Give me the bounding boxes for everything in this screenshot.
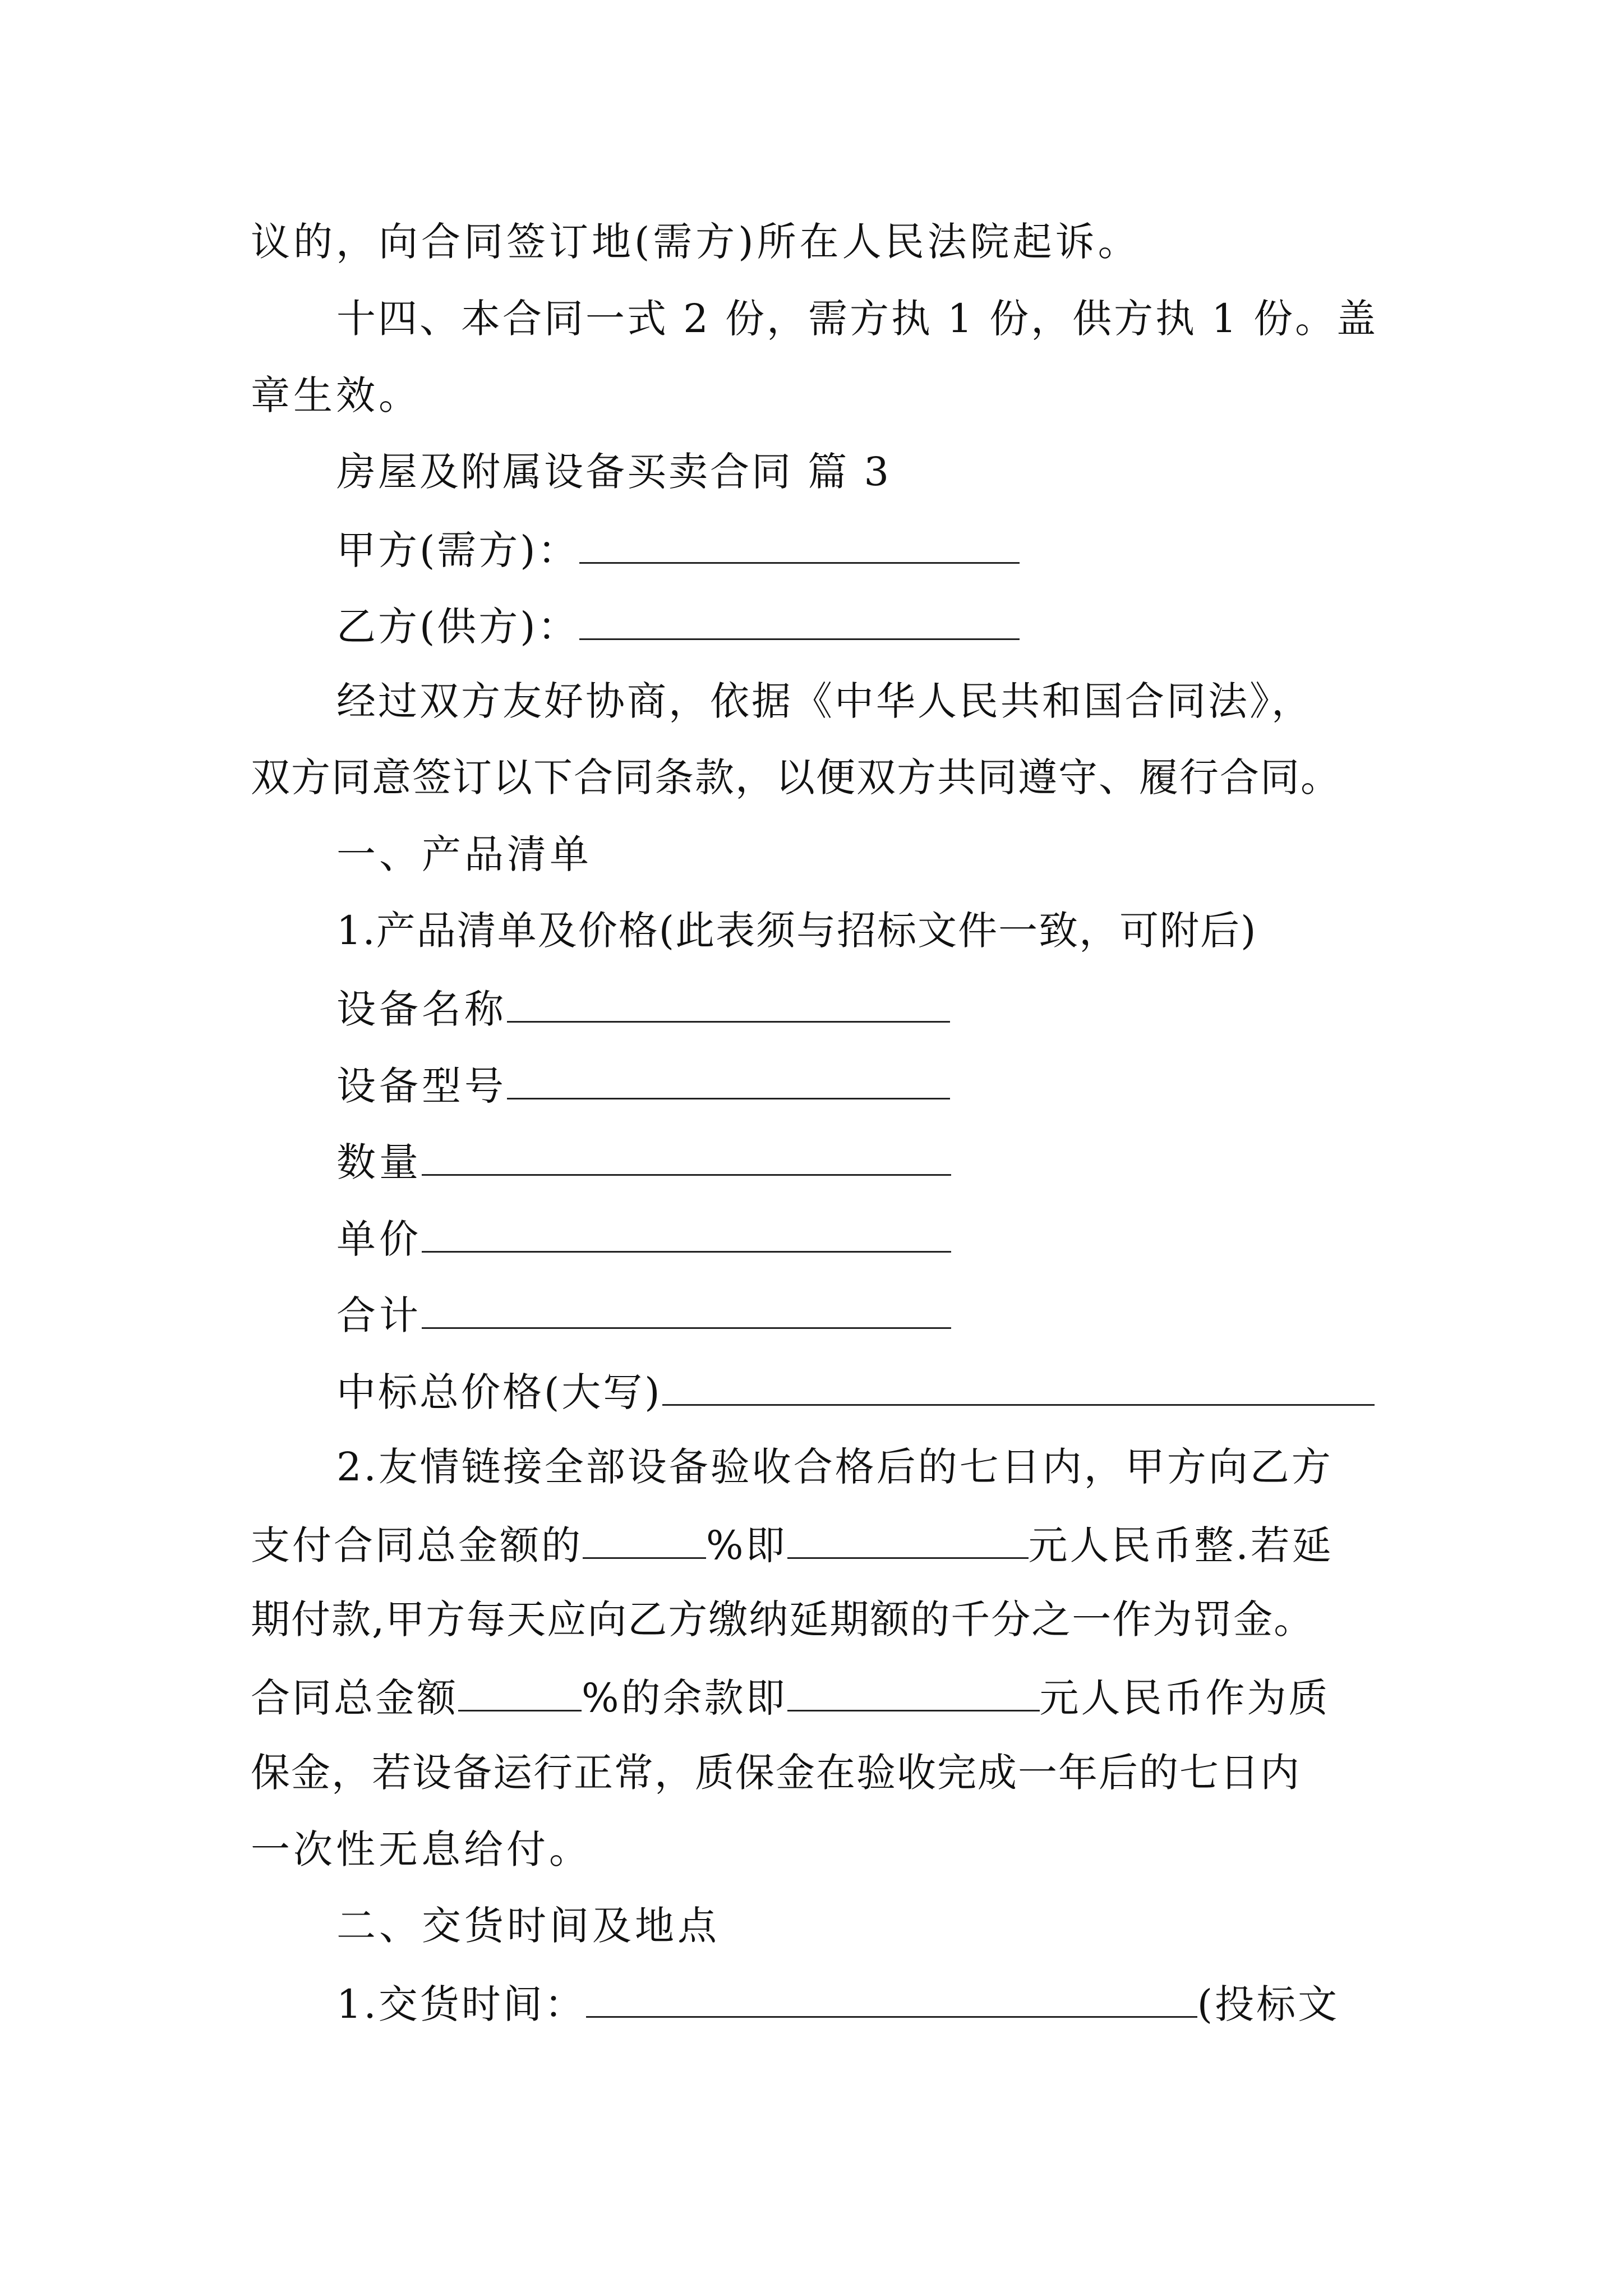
paragraph-line: 章生效。 [251,372,421,418]
total-blank [422,1294,951,1329]
section-title: 房屋及附属设备买卖合同 篇 3 [336,449,892,495]
device-name-line [336,986,950,1032]
paragraph-line: 经过双方友好协商，依据《中华人民共和国合同法》， [336,678,1313,724]
total-line [336,1292,951,1338]
delivery-time-note: (投标文 [1197,1981,1340,2027]
payment-text-b: %即 [706,1522,787,1568]
paragraph-line: 1.产品清单及价格(此表须与招标文件一致，可附后) [336,908,1257,954]
party-a-blank [579,528,1020,564]
retention-text-b: %的余款即 [582,1675,787,1721]
paragraph-line: 2.友情链接全部设备验收合格后的七日内，甲方向乙方 [336,1444,1333,1490]
delivery-time-label: 1.交货时间： [336,1981,586,2027]
section-heading: 二、交货时间及地点 [336,1903,720,1949]
device-model-blank [507,1064,950,1099]
paragraph-line: 一次性无息给付。 [251,1826,592,1872]
total-label: 合计 [336,1292,422,1338]
party-a-line [336,527,1020,573]
device-name-blank [507,987,950,1023]
device-model-label: 设备型号 [336,1063,507,1109]
payment-text-c: 元人民币整.若延 [1028,1522,1334,1568]
payment-percent-blank [583,1524,706,1559]
device-model-line [336,1063,950,1109]
paragraph-line: 期付款,甲方每天应向乙方缴纳延期额的千分之一作为罚金。 [251,1596,1315,1642]
retention-line [251,1675,1330,1721]
party-b-line [336,604,1020,650]
retention-amount-blank [787,1676,1040,1711]
quantity-label: 数量 [336,1139,422,1185]
unit-price-blank [422,1217,951,1253]
paragraph-line: 议的，向合同签订地(需方)所在人民法院起诉。 [251,219,1141,265]
party-a-label: 甲方(需方)： [336,527,579,573]
paragraph-line: 双方同意签订以下合同条款，以便双方共同遵守、履行合同。 [251,754,1341,800]
retention-text-a: 合同总金额 [251,1675,458,1721]
retention-text-c: 元人民币作为质 [1039,1675,1330,1721]
payment-text-a: 支付合同总金额的 [251,1522,583,1568]
delivery-time-line [336,1981,1340,2027]
bid-total-line [336,1369,1375,1415]
paragraph-line: 十四、本合同一式 2 份，需方执 1 份，供方执 1 份。盖 [336,296,1378,342]
bid-total-label: 中标总价格(大写) [336,1369,662,1415]
quantity-blank [422,1140,951,1176]
payment-line [251,1522,1334,1568]
paragraph-line: 保金，若设备运行正常，质保金在验收完成一年后的七日内 [251,1750,1301,1796]
delivery-time-blank [586,1982,1197,2018]
bid-total-blank [662,1370,1375,1406]
party-b-blank [579,605,1020,640]
party-b-label: 乙方(供方)： [336,604,579,650]
section-heading: 一、产品清单 [336,831,592,877]
payment-amount-blank [787,1524,1029,1559]
unit-price-line [336,1216,951,1262]
unit-price-label: 单价 [336,1216,422,1262]
device-name-label: 设备名称 [336,986,507,1032]
retention-percent-blank [458,1676,582,1711]
quantity-line [336,1139,951,1185]
